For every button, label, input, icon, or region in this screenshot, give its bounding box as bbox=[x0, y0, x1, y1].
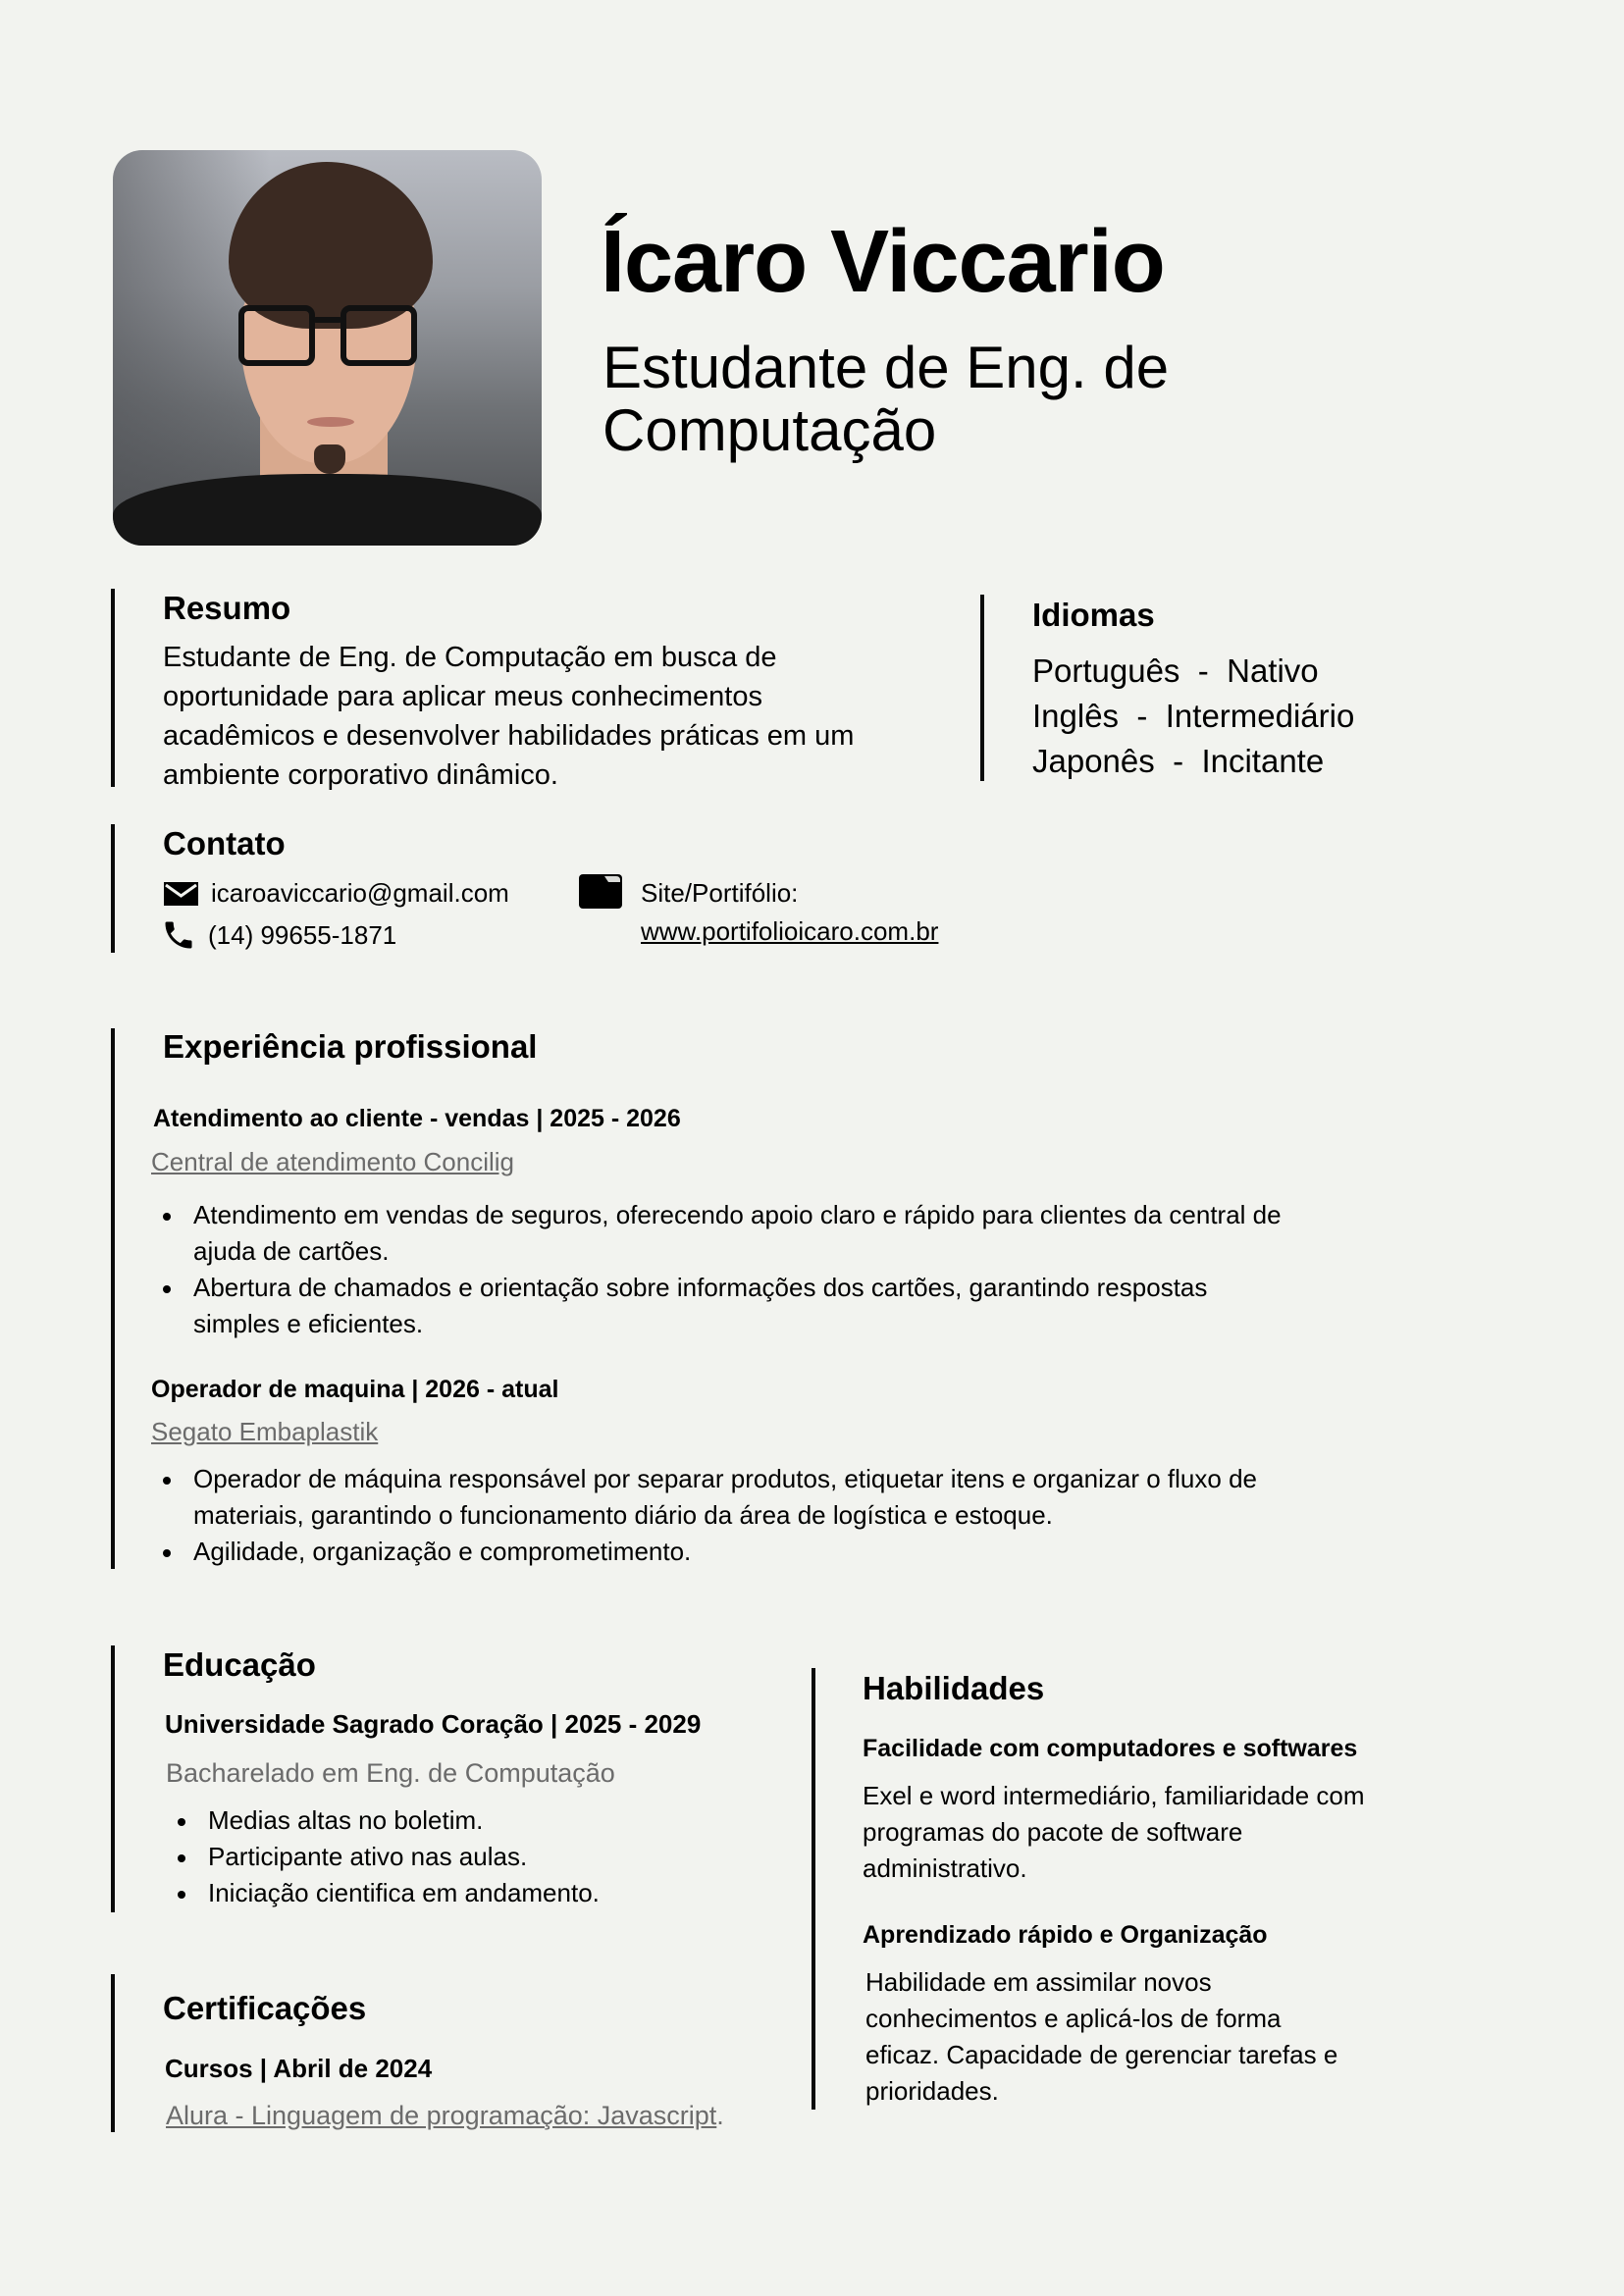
list-item: Operador de máquina responsável por separar produtos, etiquetar itens e organizar o fluxo de materiais, garantindo o funcionamento diário da área de logística e estoque. bbox=[193, 1461, 1469, 1534]
language-item: Português - Nativo bbox=[1032, 652, 1319, 689]
section-divider-bar bbox=[812, 1668, 815, 2110]
language-item: Inglês - Intermediário bbox=[1032, 698, 1355, 734]
folder-icon bbox=[579, 874, 622, 909]
headline-line-1: Estudante de Eng. de bbox=[602, 335, 1170, 400]
section-divider-bar bbox=[111, 1028, 115, 1569]
phone-number[interactable]: (14) 99655-1871 bbox=[208, 920, 397, 950]
summary-line: Estudante de Eng. de Computação em busca de bbox=[163, 642, 777, 673]
company-link[interactable]: Segato Embaplastik bbox=[151, 1417, 379, 1446]
certification-subtitle: Cursos | Abril de 2024 bbox=[165, 2054, 433, 2083]
languages-section bbox=[1032, 599, 1354, 784]
job-bullets bbox=[151, 1197, 1469, 1342]
email-link[interactable]: icaroaviccario@gmail.com bbox=[211, 878, 509, 908]
section-divider-bar bbox=[111, 589, 115, 787]
languages-list bbox=[1032, 649, 1354, 784]
job-title: Operador de maquina | 2026 - atual bbox=[151, 1376, 559, 1403]
summary-line: ambiente corporativo dinâmico. bbox=[163, 759, 558, 791]
photo-mouth bbox=[307, 417, 354, 427]
person-headline bbox=[602, 337, 1289, 462]
contact-title: Contato bbox=[163, 825, 286, 861]
profile-photo bbox=[113, 150, 542, 546]
headline-line-2: Computação bbox=[602, 397, 937, 463]
education-title: Educação bbox=[163, 1646, 316, 1683]
skill-title: Aprendizado rápido e Organização bbox=[863, 1921, 1268, 1949]
job-bullets bbox=[151, 1461, 1469, 1570]
experience-title: Experiência profissional bbox=[163, 1028, 538, 1065]
photo-beard bbox=[314, 444, 345, 474]
institution: Universidade Sagrado Coração | 2025 - 2029 bbox=[165, 1709, 702, 1739]
job-title: Atendimento ao cliente - vendas | 2025 - 2026 bbox=[153, 1105, 681, 1132]
certifications-title: Certificações bbox=[163, 1990, 367, 2026]
summary-text bbox=[163, 638, 854, 795]
section-divider-bar bbox=[111, 1645, 115, 1912]
language-item: Japonês - Incitante bbox=[1032, 743, 1325, 779]
education-bullets bbox=[166, 1802, 797, 1911]
summary-section bbox=[163, 592, 854, 795]
list-item: Participante ativo nas aulas. bbox=[208, 1839, 797, 1875]
list-item: Abertura de chamados e orientação sobre informações dos cartões, garantindo respostas simples e eficientes. bbox=[193, 1270, 1469, 1342]
portfolio-link[interactable]: www.portifolioicaro.com.br bbox=[641, 916, 939, 946]
list-item: Iniciação cientifica em andamento. bbox=[208, 1875, 797, 1911]
person-name: Ícaro Viccario bbox=[601, 213, 1165, 311]
course-link[interactable]: Alura - Linguagem de programação: Javascript bbox=[166, 2101, 717, 2130]
skill-title: Facilidade com computadores e softwares bbox=[863, 1735, 1358, 1762]
skills-title: Habilidades bbox=[863, 1670, 1045, 1706]
degree: Bacharelado em Eng. de Computação bbox=[166, 1758, 615, 1788]
section-divider-bar bbox=[111, 824, 115, 953]
company-link[interactable]: Central de atendimento Concilig bbox=[151, 1147, 514, 1176]
skill-description: Exel e word intermediário, familiaridade com programas do pacote de software administrativo. bbox=[863, 1781, 1365, 1883]
summary-line: oportunidade para aplicar meus conhecimentos bbox=[163, 681, 762, 712]
section-divider-bar bbox=[980, 595, 984, 781]
languages-title: Idiomas bbox=[1032, 597, 1155, 633]
certification-course: Alura - Linguagem de programação: Javascript. bbox=[166, 2101, 724, 2130]
envelope-icon bbox=[164, 882, 198, 906]
summary-title: Resumo bbox=[163, 590, 291, 626]
phone-icon bbox=[161, 917, 196, 953]
list-item: Agilidade, organização e comprometimento. bbox=[193, 1534, 1469, 1570]
photo-shirt bbox=[113, 474, 542, 546]
list-item: Medias altas no boletim. bbox=[208, 1802, 797, 1839]
list-item: Atendimento em vendas de seguros, oferecendo apoio claro e rápido para clientes da central de ajuda de cartões. bbox=[193, 1197, 1469, 1270]
site-label: Site/Portifólio: bbox=[641, 878, 799, 908]
section-divider-bar bbox=[111, 1974, 115, 2132]
skill-description: Habilidade em assimilar novos conhecimentos e aplicá-los de forma eficaz. Capacidade de gerenciar tarefas e prioridades. bbox=[865, 1967, 1338, 2106]
photo-glasses bbox=[238, 305, 417, 372]
summary-line: acadêmicos e desenvolver habilidades práticas em um bbox=[163, 720, 855, 752]
